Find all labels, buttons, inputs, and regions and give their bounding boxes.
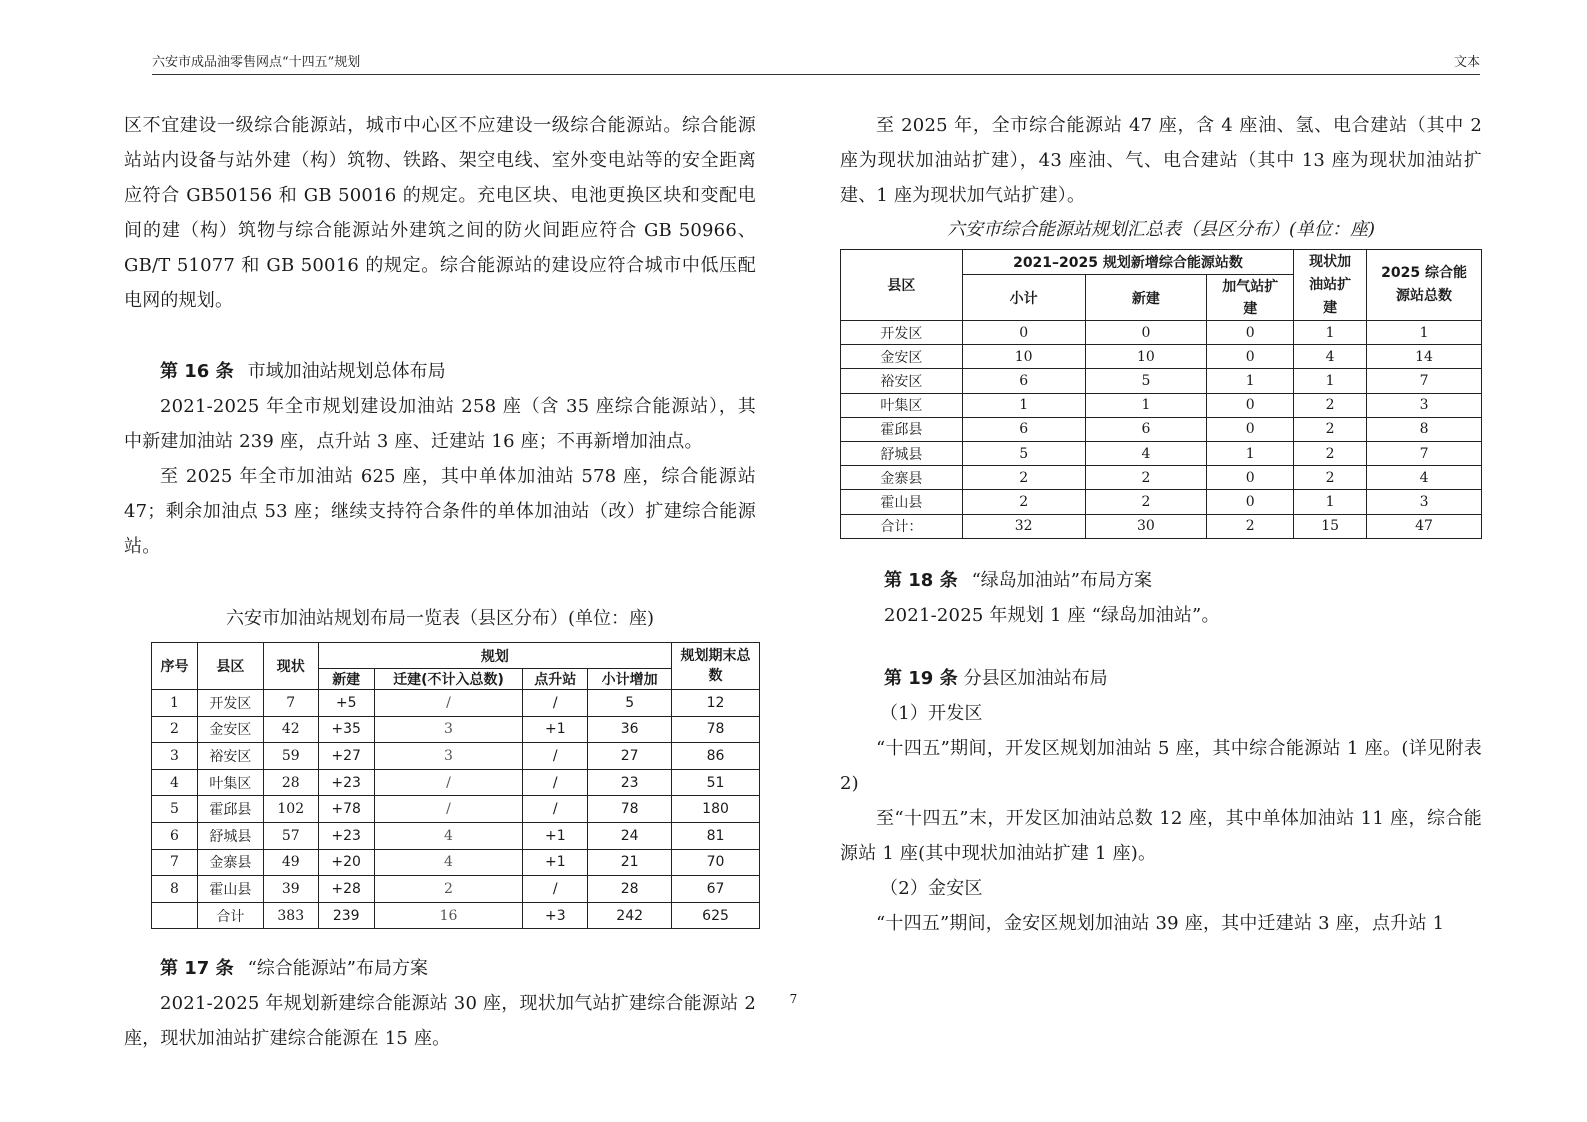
header-total: 2025 综合能源站总数 xyxy=(1367,250,1482,321)
table-cell: 1 xyxy=(152,690,198,717)
table-cell: 2 xyxy=(1294,466,1367,490)
table-cell: 金安区 xyxy=(841,345,963,369)
table-row xyxy=(841,514,1482,538)
table-cell: / xyxy=(523,796,588,823)
paragraph: 区不宜建设一级综合能源站，城市中心区不应建设一级综合能源站。综合能源站站内设备与站外建（构）筑物、铁路、架空电线、室外变电站等的安全距离应符合 GB50156 和 GB 50016 的规定。充电区块、电池更换区块和变配电间的建（构）筑物与综合能源站外建筑之间的防火间距应符合 GB 50966、GB/T 51077 和 GB 50016 的规定。综合能源站的建设应符合城市中低压配电网的规划。 xyxy=(124,115,756,311)
table-row xyxy=(841,393,1482,417)
table-cell: +78 xyxy=(318,796,374,823)
table-cell: 舒城县 xyxy=(841,441,963,465)
left-column xyxy=(124,108,756,1056)
table-cell: 霍山县 xyxy=(197,876,263,903)
table-row xyxy=(841,417,1482,441)
paragraph: “十四五”期间，金安区规划加油站 39 座，其中迁建站 3 座，点升站 1 xyxy=(876,912,1445,934)
article-heading xyxy=(124,354,756,389)
table-cell: 0 xyxy=(1207,393,1294,417)
table-cell: 28 xyxy=(263,769,318,796)
table-cell: 裕安区 xyxy=(841,369,963,393)
table-cell: 49 xyxy=(263,849,318,876)
table-cell: 30 xyxy=(1085,514,1207,538)
table-cell: 8 xyxy=(1367,417,1482,441)
table-cell: 51 xyxy=(672,769,760,796)
header-new: 新建 xyxy=(1085,275,1207,321)
table-cell: 42 xyxy=(263,716,318,743)
table-cell: 39 xyxy=(263,876,318,903)
energy-station-table xyxy=(840,249,1482,539)
table-cell: 16 xyxy=(374,902,523,929)
article-number: 第 18 条 xyxy=(884,569,958,591)
table-cell: 0 xyxy=(1207,321,1294,345)
table-cell: 合计 xyxy=(197,902,263,929)
table-cell: 3 xyxy=(374,743,523,770)
table-cell: 7 xyxy=(263,690,318,717)
table-cell: 24 xyxy=(588,822,672,849)
table-cell: 2 xyxy=(962,466,1085,490)
table-cell: 5 xyxy=(1085,369,1207,393)
header-county: 县区 xyxy=(841,250,963,321)
table-cell: 2 xyxy=(1294,417,1367,441)
table-cell: +27 xyxy=(318,743,374,770)
table-cell: / xyxy=(374,690,523,717)
table-cell: 67 xyxy=(672,876,760,903)
table-row xyxy=(841,321,1482,345)
table-cell: 1 xyxy=(1367,321,1482,345)
table-cell: 4 xyxy=(374,822,523,849)
table-cell: +28 xyxy=(318,876,374,903)
table-cell: 0 xyxy=(962,321,1085,345)
table-cell: 开发区 xyxy=(197,690,263,717)
paragraph: 2021-2025 年全市规划建设加油站 258 座（含 35 座综合能源站），其中新建加油站 239 座，点升站 3 座、迁建站 16 座；不再新增加油点。 xyxy=(124,396,756,452)
table-cell: 0 xyxy=(1085,321,1207,345)
header-title: 六安市成品油零售网点“十四五”规划 xyxy=(152,55,361,70)
article-heading xyxy=(124,951,756,986)
table-cell: 0 xyxy=(1207,417,1294,441)
table-cell: 70 xyxy=(672,849,760,876)
table-cell: 0 xyxy=(1207,345,1294,369)
table-cell: 180 xyxy=(672,796,760,823)
table-cell: 1 xyxy=(1294,490,1367,514)
table-cell xyxy=(152,902,198,929)
table-cell: 3 xyxy=(1367,393,1482,417)
table-cell: 叶集区 xyxy=(841,393,963,417)
subheading: （2）金安区 xyxy=(880,877,983,899)
paragraph: 2021-2025 年规划新建综合能源站 30 座，现状加气站扩建综合能源站 2 座，现状加油站扩建综合能源在 15 座。 xyxy=(124,993,756,1050)
table-cell: +23 xyxy=(318,769,374,796)
table-cell: 2 xyxy=(152,716,198,743)
header-new: 新建 xyxy=(318,669,374,690)
table-cell: 242 xyxy=(588,902,672,929)
table-cell: 6 xyxy=(962,369,1085,393)
header-current: 现状 xyxy=(263,643,318,690)
table-row xyxy=(841,369,1482,393)
table-row xyxy=(841,345,1482,369)
table-cell: 21 xyxy=(588,849,672,876)
table-row xyxy=(152,796,760,823)
table-cell: 28 xyxy=(588,876,672,903)
paragraph: 至“十四五”末，开发区加油站总数 12 座，其中单体加油站 11 座，综合能源站 1 座(其中现状加油站扩建 1 座)。 xyxy=(840,807,1482,864)
article-number: 第 17 条 xyxy=(160,958,234,980)
table-cell: 23 xyxy=(588,769,672,796)
table-cell: 2 xyxy=(1207,514,1294,538)
table-cell: +5 xyxy=(318,690,374,717)
paragraph: “十四五”期间，开发区规划加油站 5 座，其中综合能源站 1 座。(详见附表 2) xyxy=(840,737,1482,794)
table-row xyxy=(841,466,1482,490)
table-cell: 625 xyxy=(672,902,760,929)
table-caption: 六安市综合能源站规划汇总表（县区分布）(单位：座) xyxy=(946,219,1376,240)
table-cell: 3 xyxy=(374,716,523,743)
table-cell: 78 xyxy=(588,796,672,823)
table-cell: 15 xyxy=(1294,514,1367,538)
table-cell: 6 xyxy=(1085,417,1207,441)
table-row xyxy=(152,716,760,743)
table-cell: 14 xyxy=(1367,345,1482,369)
header-relocate: 迁建(不计入总数) xyxy=(374,669,523,690)
table-cell: 81 xyxy=(672,822,760,849)
table-cell: 1 xyxy=(1085,393,1207,417)
article-title: 市域加油站规划总体布局 xyxy=(247,361,446,382)
table-cell: / xyxy=(523,876,588,903)
article-title: “综合能源站”布局方案 xyxy=(247,958,428,980)
table-cell: 霍山县 xyxy=(841,490,963,514)
table-cell: 10 xyxy=(1085,345,1207,369)
table-cell: 2 xyxy=(1294,393,1367,417)
paragraph: 2021-2025 年规划 1 座 “绿岛加油站”。 xyxy=(884,604,1220,626)
article-number: 第 16 条 xyxy=(160,361,234,382)
table-cell: 1 xyxy=(1294,321,1367,345)
table-row xyxy=(152,690,760,717)
page-number: 7 xyxy=(789,992,798,1006)
table-cell: 239 xyxy=(318,902,374,929)
header-subtotal: 小计 xyxy=(962,275,1085,321)
table-cell: 2 xyxy=(1294,441,1367,465)
table-cell: 47 xyxy=(1367,514,1482,538)
table-cell: 12 xyxy=(672,690,760,717)
table-cell: 0 xyxy=(1207,490,1294,514)
article-title: “绿岛加油站”布局方案 xyxy=(971,569,1152,591)
table-cell: 金安区 xyxy=(197,716,263,743)
table-cell: 2 xyxy=(1085,490,1207,514)
table-cell: 78 xyxy=(672,716,760,743)
table-cell: 27 xyxy=(588,743,672,770)
table-cell: 1 xyxy=(1207,369,1294,393)
table-cell: 4 xyxy=(1367,466,1482,490)
article-title: 分县区加油站布局 xyxy=(963,667,1108,689)
subheading: （1）开发区 xyxy=(880,702,983,724)
header-subtotal: 小计增加 xyxy=(588,669,672,690)
table-row xyxy=(841,441,1482,465)
page-header xyxy=(152,56,1480,75)
table-cell: 1 xyxy=(1294,369,1367,393)
paragraph: 至 2025 年全市加油站 625 座，其中单体加油站 578 座，综合能源站 47；剩余加油点 53 座；继续支持符合条件的单体加油站（改）扩建综合能源站。 xyxy=(124,466,756,557)
header-upgrade: 点升站 xyxy=(523,669,588,690)
table-cell: / xyxy=(374,796,523,823)
table-row xyxy=(152,876,760,903)
table-cell: +3 xyxy=(523,902,588,929)
table-cell: 3 xyxy=(152,743,198,770)
table-cell: 86 xyxy=(672,743,760,770)
table-caption: 六安市加油站规划布局一览表（县区分布）(单位：座) xyxy=(225,608,655,629)
table-row xyxy=(152,902,760,929)
table-cell: 36 xyxy=(588,716,672,743)
table-cell: 7 xyxy=(152,849,198,876)
table-cell: 57 xyxy=(263,822,318,849)
header-new-group: 2021–2025 规划新增综合能源站数 xyxy=(962,250,1293,275)
table-cell: 59 xyxy=(263,743,318,770)
right-column xyxy=(840,108,1482,941)
table-row xyxy=(152,822,760,849)
table-cell: 10 xyxy=(962,345,1085,369)
table-cell: 霍邱县 xyxy=(841,417,963,441)
table-cell: 2 xyxy=(962,490,1085,514)
header-gas-expand: 加气站扩建 xyxy=(1207,275,1294,321)
gas-station-table xyxy=(151,642,760,929)
table-cell: 7 xyxy=(1367,369,1482,393)
article-number: 第 19 条 xyxy=(884,667,958,689)
table-cell: 7 xyxy=(1367,441,1482,465)
table-cell: 合计： xyxy=(841,514,963,538)
table-cell: 4 xyxy=(1085,441,1207,465)
table-cell: 4 xyxy=(374,849,523,876)
table-cell: +23 xyxy=(318,822,374,849)
table-cell: 4 xyxy=(1294,345,1367,369)
table-cell: 102 xyxy=(263,796,318,823)
table-cell: 3 xyxy=(1367,490,1482,514)
table-cell: 1 xyxy=(1207,441,1294,465)
table-cell: 2 xyxy=(374,876,523,903)
table-cell: +1 xyxy=(523,849,588,876)
header-end-total: 规划期末总数 xyxy=(672,643,760,690)
header-seq: 序号 xyxy=(152,643,198,690)
table-cell: 4 xyxy=(152,769,198,796)
table-cell: 开发区 xyxy=(841,321,963,345)
table-cell: 1 xyxy=(962,393,1085,417)
table-cell: 裕安区 xyxy=(197,743,263,770)
table-cell: 5 xyxy=(588,690,672,717)
article-heading xyxy=(840,563,1482,598)
table-cell: 0 xyxy=(1207,466,1294,490)
table-cell: 6 xyxy=(962,417,1085,441)
table-cell: 霍邱县 xyxy=(197,796,263,823)
table-cell: 8 xyxy=(152,876,198,903)
table-cell: 叶集区 xyxy=(197,769,263,796)
table-row xyxy=(841,490,1482,514)
table-row xyxy=(152,743,760,770)
table-cell: +35 xyxy=(318,716,374,743)
table-cell: / xyxy=(374,769,523,796)
table-cell: +1 xyxy=(523,716,588,743)
table-cell: 舒城县 xyxy=(197,822,263,849)
table-cell: / xyxy=(523,690,588,717)
table-cell: +1 xyxy=(523,822,588,849)
header-plan: 规划 xyxy=(318,643,671,669)
table-cell: +20 xyxy=(318,849,374,876)
table-row xyxy=(152,849,760,876)
header-oil-expand: 现状加油站扩建 xyxy=(1294,250,1367,321)
table-cell: 383 xyxy=(263,902,318,929)
table-row xyxy=(152,769,760,796)
table-cell: 金寨县 xyxy=(197,849,263,876)
table-cell: 5 xyxy=(152,796,198,823)
table-cell: 32 xyxy=(962,514,1085,538)
article-heading xyxy=(840,661,1482,696)
table-cell: 5 xyxy=(962,441,1085,465)
table-cell: / xyxy=(523,743,588,770)
header-section: 文本 xyxy=(1453,55,1480,70)
header-county: 县区 xyxy=(197,643,263,690)
table-cell: 2 xyxy=(1085,466,1207,490)
table-cell: / xyxy=(523,769,588,796)
table-cell: 6 xyxy=(152,822,198,849)
paragraph: 至 2025 年，全市综合能源站 47 座，含 4 座油、氢、电合建站（其中 2 座为现状加油站扩建），43 座油、气、电合建站（其中 13 座为现状加油站扩建、1 座为现状加气站扩建）。 xyxy=(840,115,1482,206)
table-cell: 金寨县 xyxy=(841,466,963,490)
